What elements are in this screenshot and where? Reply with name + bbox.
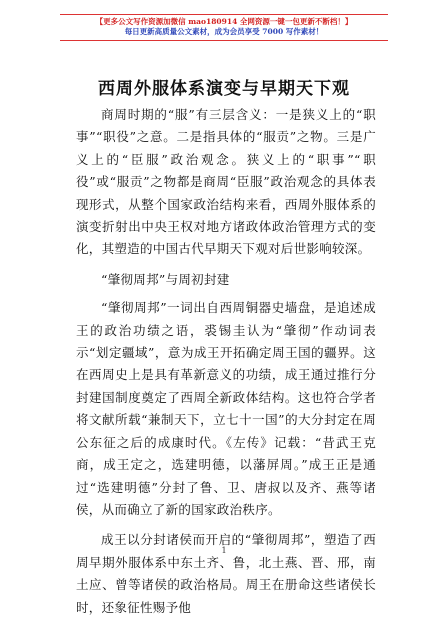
paragraph: 成王以分封诸侯而开启的“肇彻周邦”，塑造了西周早期外服体系中东土齐、鲁，北土燕、晋、邢，南土应、曾等诸侯的政治格局。周王在册命这些诸侯长时，还象征性赐予他: [76, 532, 376, 615]
paragraph: “肇彻周邦”一词出自西周铜器史墙盘，是追述成王的政治功绩之语，裘锡圭认为“肇彻”作动词表示“划定疆域”，意为成王开拓确定周王国的疆界。这在西周史上是具有革新意义的功绩，成王通过推行分封建国制度奠定了西周全新政体结构。这也符合学者将文献所载“兼制天下，立七十一国”的大分封定在周公东征之后的成康时代。《左传》记载：“昔武王克商，成王定之，选建明德，以藩屏周。”成王正是通过“选建明德”分封了鲁、卫、唐叔以及齐、燕等诸侯，从而确立了新的国家政治秩序。: [76, 300, 376, 517]
banner-line-1: 【更多公文写作资源加微信 mao180914 全网资源一键一包更新不断档！】: [95, 17, 353, 26]
paragraph-intro: 商周时期的“服”有三层含义：一是狭义上的“职事”“职役”之意。二是指具体的“服贡”之物。三是广义上的“臣服”政治观念。狭义上的“职事”“职役”或“服贡”之物都是商周“臣服”政治观念的具体表现形式，从整个国家政治结构来看，西周外服体系的演变折射出中央王权对地方诸政体政治管理方式的变化，其塑造的中国古代早期天下观对后世影响较深。: [76, 107, 376, 257]
promo-banner: [60, 14, 388, 41]
document-body: [76, 104, 376, 619]
document-title: 西周外服体系演变与早期天下观: [98, 79, 350, 99]
section-heading: “肇彻周邦”与周初封建: [101, 271, 230, 287]
page-number: 1: [221, 546, 227, 555]
banner-line-2: 每日更新高质量公文素材，成为会员享受 7000 写作素材！: [124, 27, 324, 36]
